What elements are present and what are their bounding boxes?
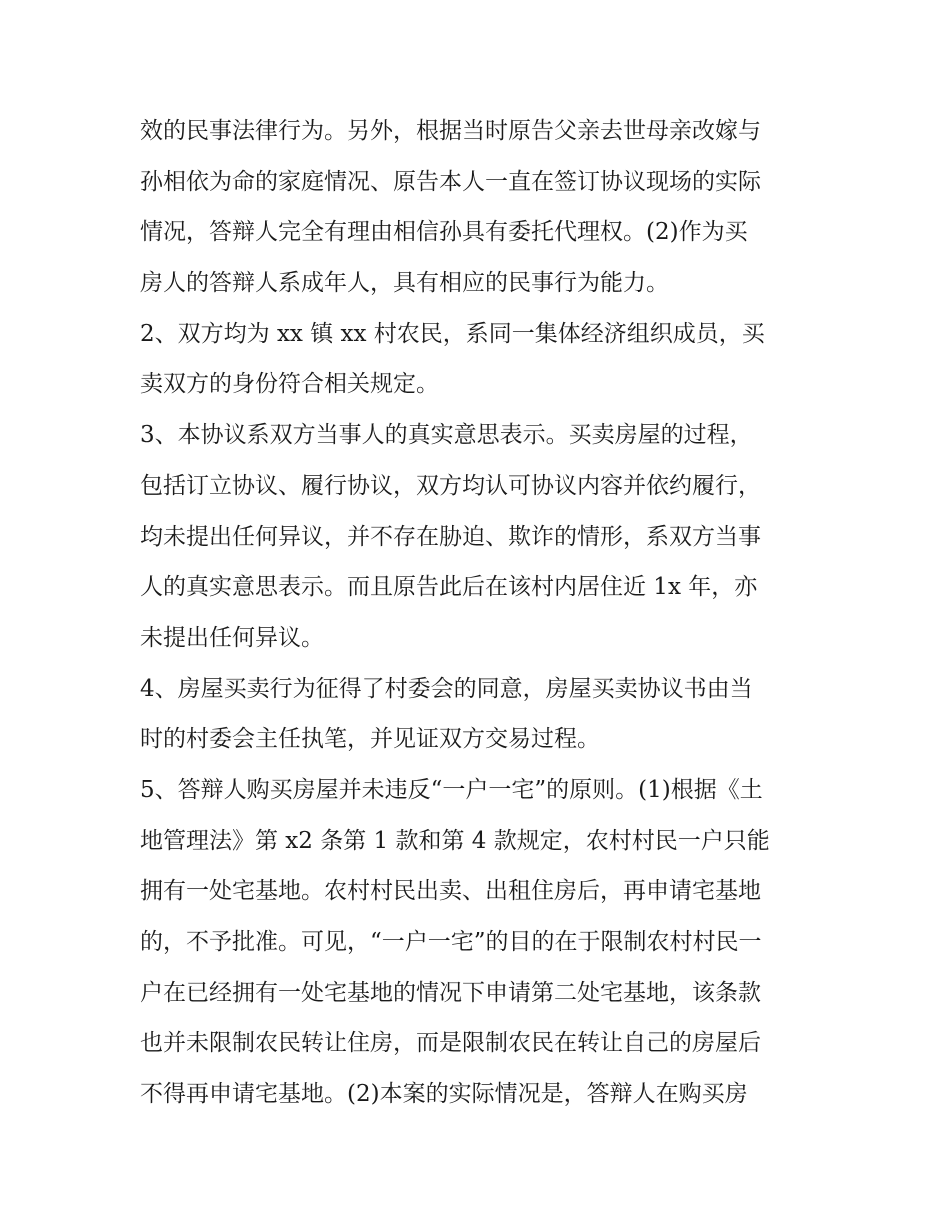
text-line: 5、答辩人购买房屋并未违反“一户一宅”的原则。(1)根据《土	[140, 776, 763, 803]
text-line: 卖双方的身份符合相关规定。	[140, 371, 439, 398]
text-line: 地管理法》第 x2 条第 1 款和第 4 款规定，农村村民一户只能	[140, 827, 770, 854]
text-line: 人的真实意思表示。而且原告此后在该村内居住近 1x 年，亦	[140, 574, 758, 601]
text-line: 不得再申请宅基地。(2)本案的实际情况是，答辩人在购买房	[140, 1081, 748, 1108]
text-line: 的，不予批准。可见，“一户一宅”的目的在于限制农村村民一	[140, 929, 762, 955]
text-line: 情况，答辩人完全有理由相信孙具有委托代理权。(2)作为买	[140, 219, 748, 246]
text-line: 2、双方均为 xx 镇 xx 村农民，系同一集体经济组织成员，买	[140, 320, 765, 347]
text-line: 效的民事法律行为。另外，根据当时原告父亲去世母亲改嫁与	[140, 118, 761, 144]
text-line: 拥有一处宅基地。农村村民出卖、出租住房后，再申请宅基地	[140, 878, 761, 905]
text-line: 时的村委会主任执笔，并见证双方交易过程。	[140, 726, 600, 753]
text-line: 未提出任何异议。	[140, 624, 324, 651]
text-line: 均未提出任何异议，并不存在胁迫、欺诈的情形，系双方当事	[140, 523, 761, 550]
text-line: 孙相依为命的家庭情况、原告本人一直在签订协议现场的实际	[140, 168, 761, 195]
document-body	[140, 106, 820, 1120]
text-line: 也并未限制农民转让住房，而是限制农民在转让自己的房屋后	[140, 1030, 761, 1057]
text-line: 房人的答辩人系成年人，具有相应的民事行为能力。	[140, 270, 669, 297]
text-line: 3、本协议系双方当事人的真实意思表示。买卖房屋的过程，	[140, 422, 753, 449]
text-line: 户在已经拥有一处宅基地的情况下申请第二处宅基地，该条款	[140, 979, 761, 1006]
text-line: 包括订立协议、履行协议，双方均认可协议内容并依约履行，	[140, 472, 761, 499]
text-line: 4、房屋买卖行为征得了村委会的同意，房屋买卖协议书由当	[140, 675, 753, 702]
